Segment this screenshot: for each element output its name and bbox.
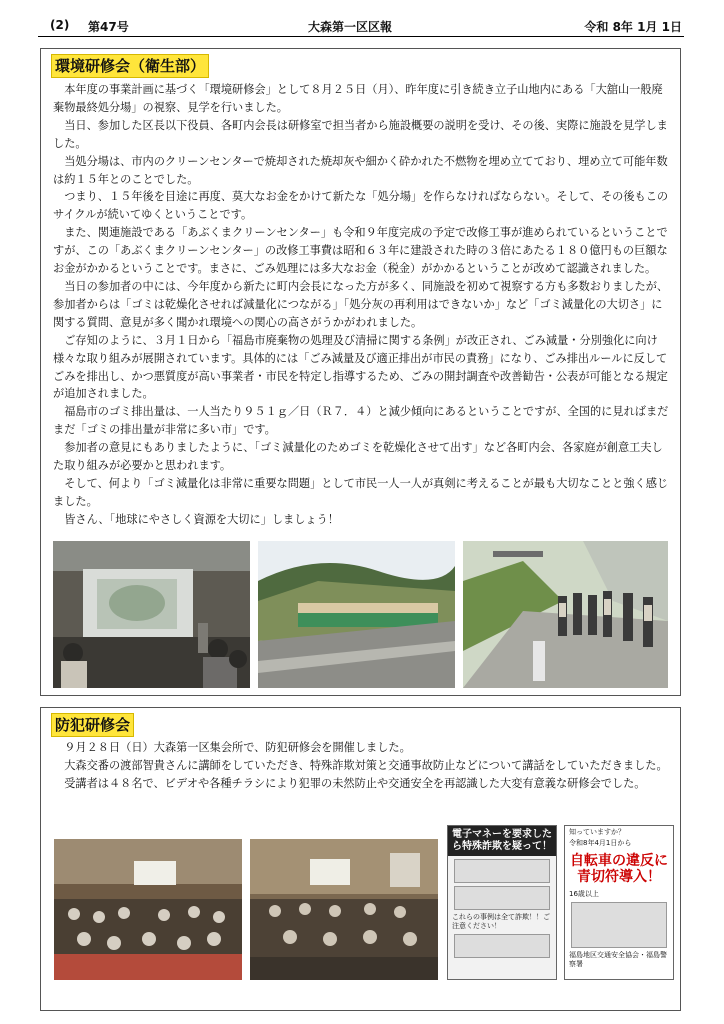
page-number: (2) [50, 18, 70, 32]
environment-section-body [53, 81, 671, 529]
photo-site-tour-group [463, 541, 668, 688]
bike-flyer-kicker: 知っていますか？ [569, 828, 625, 836]
newsletter-title: 大森第一区区報 [308, 20, 393, 34]
crime-prevention-section-body [53, 739, 671, 793]
flyer-illustration [454, 934, 550, 958]
crime-prevention-section [40, 707, 681, 1011]
flyer-illustration [571, 902, 667, 948]
crime-prevention-section-title: 防犯研修会 [51, 713, 134, 737]
paragraph: 大森交番の渡部智貴さんに講師をしていただき、特殊詐欺対策と交通事故防止などについて講話をしていただきました。 [64, 758, 668, 772]
environment-section [40, 48, 681, 696]
photo-seminar-audience [54, 839, 242, 980]
bike-flyer-title: 自転車の違反に青切符導入！ [570, 853, 668, 885]
bike-flyer-issuer: 福島地区交通安全協会・福島警察署 [569, 951, 667, 968]
paragraph: 受講者は４８名で、ビデオや各種チラシにより犯罪の未然防止や交通安全を再認識した大変有意義な研修会でした。 [64, 776, 646, 790]
page-header [38, 14, 684, 37]
environment-section-title: 環境研修会（衛生部） [51, 54, 209, 78]
paragraph: 福島市のゴミ排出量は、一人当たり９５１ｇ／日（Ｒ７．４）と減少傾向にあるということですが、全国的に見ればまだまだ「ゴミの排出量が非常に多い市」です。 [53, 405, 669, 437]
issue-date: 令和 8年 1月 1日 [584, 20, 682, 34]
issue-number: 第47号 [88, 20, 129, 34]
fraud-flyer-title: 電子マネーを要求したら特殊詐欺を疑って！ [448, 826, 556, 856]
paragraph: ９月２８日（日）大森第一区集会所で、防犯研修会を開催しました。 [64, 741, 411, 754]
paragraph: 当処分場は、市内のクリーンセンターで焼却された焼却灰や細かく砕かれた不燃物を埋め立てており、埋め立て可能年数は約１５年とのことでした。 [53, 154, 668, 186]
fraud-flyer-caption: これらの事例は全て詐欺！！ご注意ください！ [452, 913, 550, 930]
bicycle-ticket-flyer [564, 825, 674, 980]
flyer-illustration [454, 859, 550, 883]
paragraph: 皆さん、「地球にやさしく資源を大切に」しましょう！ [64, 512, 339, 526]
paragraph: また、関連施設である「あぶくまクリーンセンター」も令和９年度完成の予定で改修工事が進められているということですが、この「あぶくまクリーンセンター」の改修工事費は昭和６３年に建設された時の３倍にあたる１８０億円もの巨額なお金がかかるということです。まさに、ごみ処理には多大なお金（税金）がかかるということが改めて認識されました。 [53, 226, 668, 276]
photo-presentation-room [53, 541, 250, 688]
paragraph: ご存知のように、３月１日から「福島市廃棄物の処理及び清掃に関する条例」が改正され、ごみ減量・分別強化に向け様々な取り組みが展開されています。具体的には「ごみ減量及び適正排出が市民の責務」になり、ごみ排出ルールに反してごみを排出し、かつ悪質度が高い事業者・市民を特定し指導するため、ごみの開封調査や改善勧告・公表が可能となる規定が追加されました。 [53, 333, 668, 401]
paragraph: そして、何より「ゴミ減量化は非常に重要な問題」として市民一人一人が真剣に考えることが最も大切なことと強く感じました。 [53, 476, 669, 508]
paragraph: 参加者の意見にもありましたように、「ゴミ減量化のためゴミを乾燥化させて出す」など各町内会、各家庭が創意工夫した取り組みが必要かと思われます。 [53, 441, 663, 473]
photo-seminar-hall [250, 839, 438, 980]
paragraph: 本年度の事業計画に基づく「環境研修会」として８月２５日（月）、昨年度に引き続き立子山地内にある「大舘山一般廃棄物最終処分場」の視察、見学を行いました。 [53, 83, 663, 114]
paragraph: つまり、１５年後を目途に再度、莫大なお金をかけて新たな「処分場」を作らなければならない。そして、その後もこのサイクルが続いてゆくということです。 [53, 190, 669, 222]
paragraph: 当日の参加者の中には、今年度から新たに町内会長になった方が多く、同施設を初めて視察する方も多数おりましたが、参加者からは「ゴミは乾燥化させれば減量化につながる」「処分灰の再利用はできないか」など「ゴミ減量化の大切さ」に関する質問、意見が多く聞かれ環境への関心の高さがうかがわれました。 [53, 279, 669, 329]
paragraph: 当日、参加した区長以下役員、各町内会長は研修室で担当者から施設概要の説明を受け、その後、実際に施設を見学しました。 [53, 118, 668, 150]
photo-landfill-site [258, 541, 455, 688]
flyer-illustration [454, 886, 550, 910]
bike-flyer-date: 令和8年4月1日から [569, 839, 632, 847]
bike-flyer-age: 16歳以上 [569, 890, 599, 898]
fraud-warning-flyer [447, 825, 557, 980]
